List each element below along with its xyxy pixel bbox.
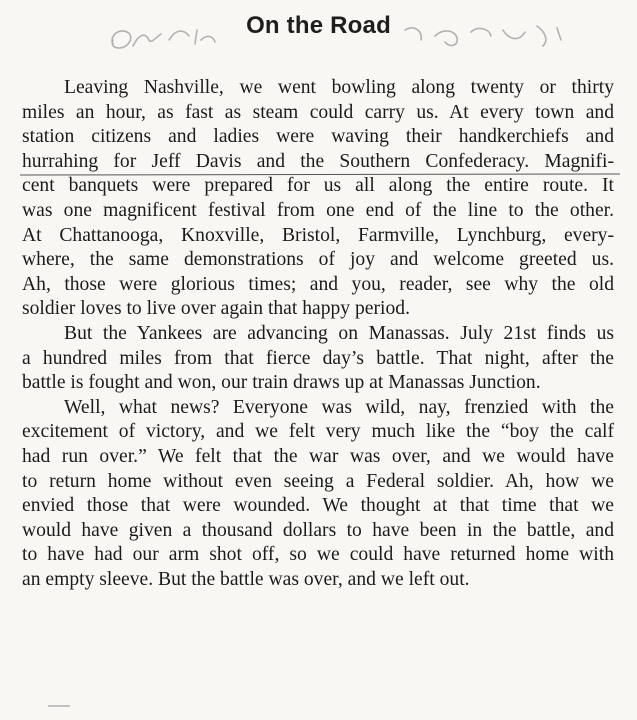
text-line: At Chattanooga, Knoxville, Bristol, Farmville, Lynchburg, every- <box>22 224 614 246</box>
article-body <box>22 76 614 592</box>
text-line: battle is fought and won, our train draws up at Manassas Junction. <box>22 372 541 394</box>
text-line: to return home without even seeing a Federal soldier. Ah, how we <box>22 470 614 492</box>
text-line: Well, what news? Everyone was wild, nay, frenzied with the <box>64 396 614 418</box>
text-line: envied those that were wounded. We thought at that time that we <box>22 495 614 517</box>
page-mark <box>48 704 70 708</box>
text-line: was one magnificent festival from one end of the line to the other. <box>22 199 614 221</box>
text-line: an empty sleeve. But the battle was over, and we left out. <box>22 568 470 590</box>
text-line: excitement of victory, and we felt very much like the “boy the calf <box>22 421 614 443</box>
text-line: a hundred miles from that fierce day’s battle. That night, after the <box>22 347 614 369</box>
text-line: Ah, those were glorious times; and you, reader, see why the old <box>22 273 614 295</box>
text-line: soldier loves to live over again that happy period. <box>22 298 410 320</box>
text-line: cent banquets were prepared for us all along the entire route. It <box>22 175 614 197</box>
text-line: Leaving Nashville, we went bowling along twenty or thirty <box>64 77 614 98</box>
text-line: But the Yankees are advancing on Manassas. July 21st finds us <box>64 322 614 344</box>
text-line: hurrahing for Jeff Davis and the Southern Confederacy. Magnifi- <box>22 150 614 172</box>
page-title: On the Road <box>246 12 391 39</box>
text-line: station citizens and ladies were waving their handkerchiefs and <box>22 126 614 148</box>
text-line: to have had our arm shot off, so we could have returned home with <box>22 544 614 566</box>
text-line: had run over.” We felt that the war was over, and we would have <box>22 445 614 467</box>
text-line: where, the same demonstrations of joy and welcome greeted us. <box>22 249 614 271</box>
text-line: miles an hour, as fast as steam could carry us. At every town and <box>22 101 614 123</box>
text-line: would have given a thousand dollars to have been in the battle, and <box>22 519 614 541</box>
